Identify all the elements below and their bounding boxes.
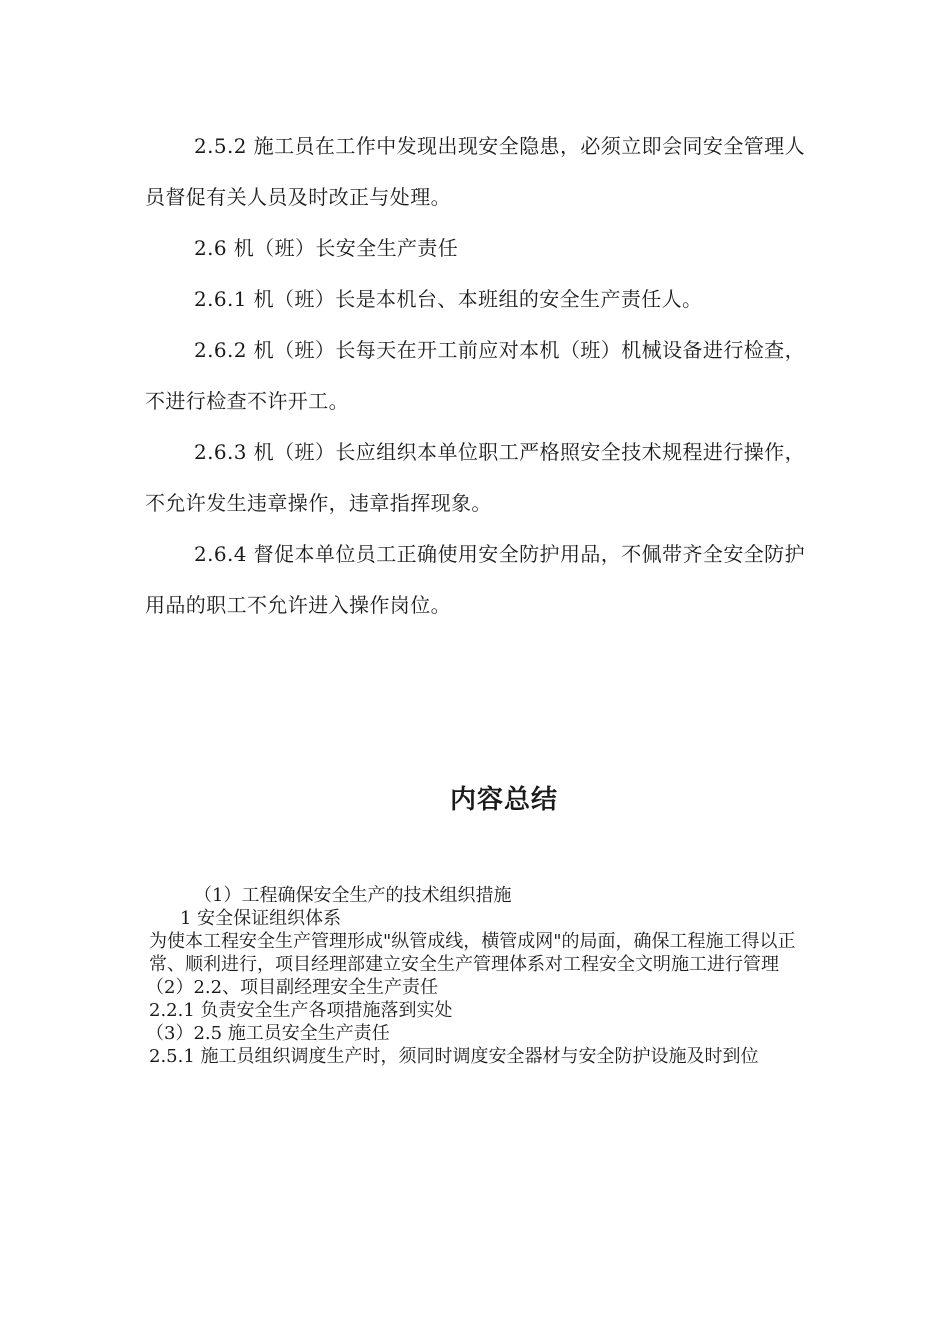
paragraph-2-6-1: 2.6.1 机（班）长是本机台、本班组的安全生产责任人。	[194, 287, 703, 311]
paragraph-2-6-4: 2.6.4 督促本单位员工正确使用安全防护用品，不佩带齐全安全防护用品的职工不允许进入操作岗位。	[145, 542, 805, 617]
summary-line-3: 为使本工程安全生产管理形成"纵管成线，横管成网"的局面，确保工程施工得以正常、顺利进行，项目经理部建立安全生产管理体系对工程安全文明施工进行管理	[149, 931, 796, 975]
summary-line-7: 2.5.1 施工员组织调度生产时，须同时调度安全器材与安全防护设施及时到位	[149, 1046, 759, 1067]
body-text	[145, 121, 805, 631]
heading-2-6: 2.6 机（班）长安全生产责任	[194, 236, 459, 260]
summary-line-6: （3）2.5 施工员安全生产责任	[146, 1023, 390, 1044]
summary-line-4: （2）2.2、项目副经理安全生产责任	[146, 977, 439, 998]
summary-line-5: 2.2.1 负责安全生产各项措施落到实处	[149, 1000, 453, 1021]
summary-title: 内容总结	[449, 785, 558, 815]
paragraph-2-6-3: 2.6.3 机（班）长应组织本单位职工严格照安全技术规程进行操作，不允许发生违章操作，违章指挥现象。	[145, 440, 805, 515]
paragraph-2-6-2: 2.6.2 机（班）长每天在开工前应对本机（班）机械设备进行检查，不进行检查不许开工。	[145, 338, 805, 413]
summary-section	[146, 884, 802, 1068]
paragraph-2-5-2: 2.5.2 施工员在工作中发现出现安全隐患，必须立即会同安全管理人员督促有关人员及时改正与处理。	[145, 134, 805, 209]
summary-line-2: 1 安全保证组织体系	[180, 908, 342, 929]
summary-line-1: （1）工程确保安全生产的技术组织措施	[194, 885, 512, 906]
